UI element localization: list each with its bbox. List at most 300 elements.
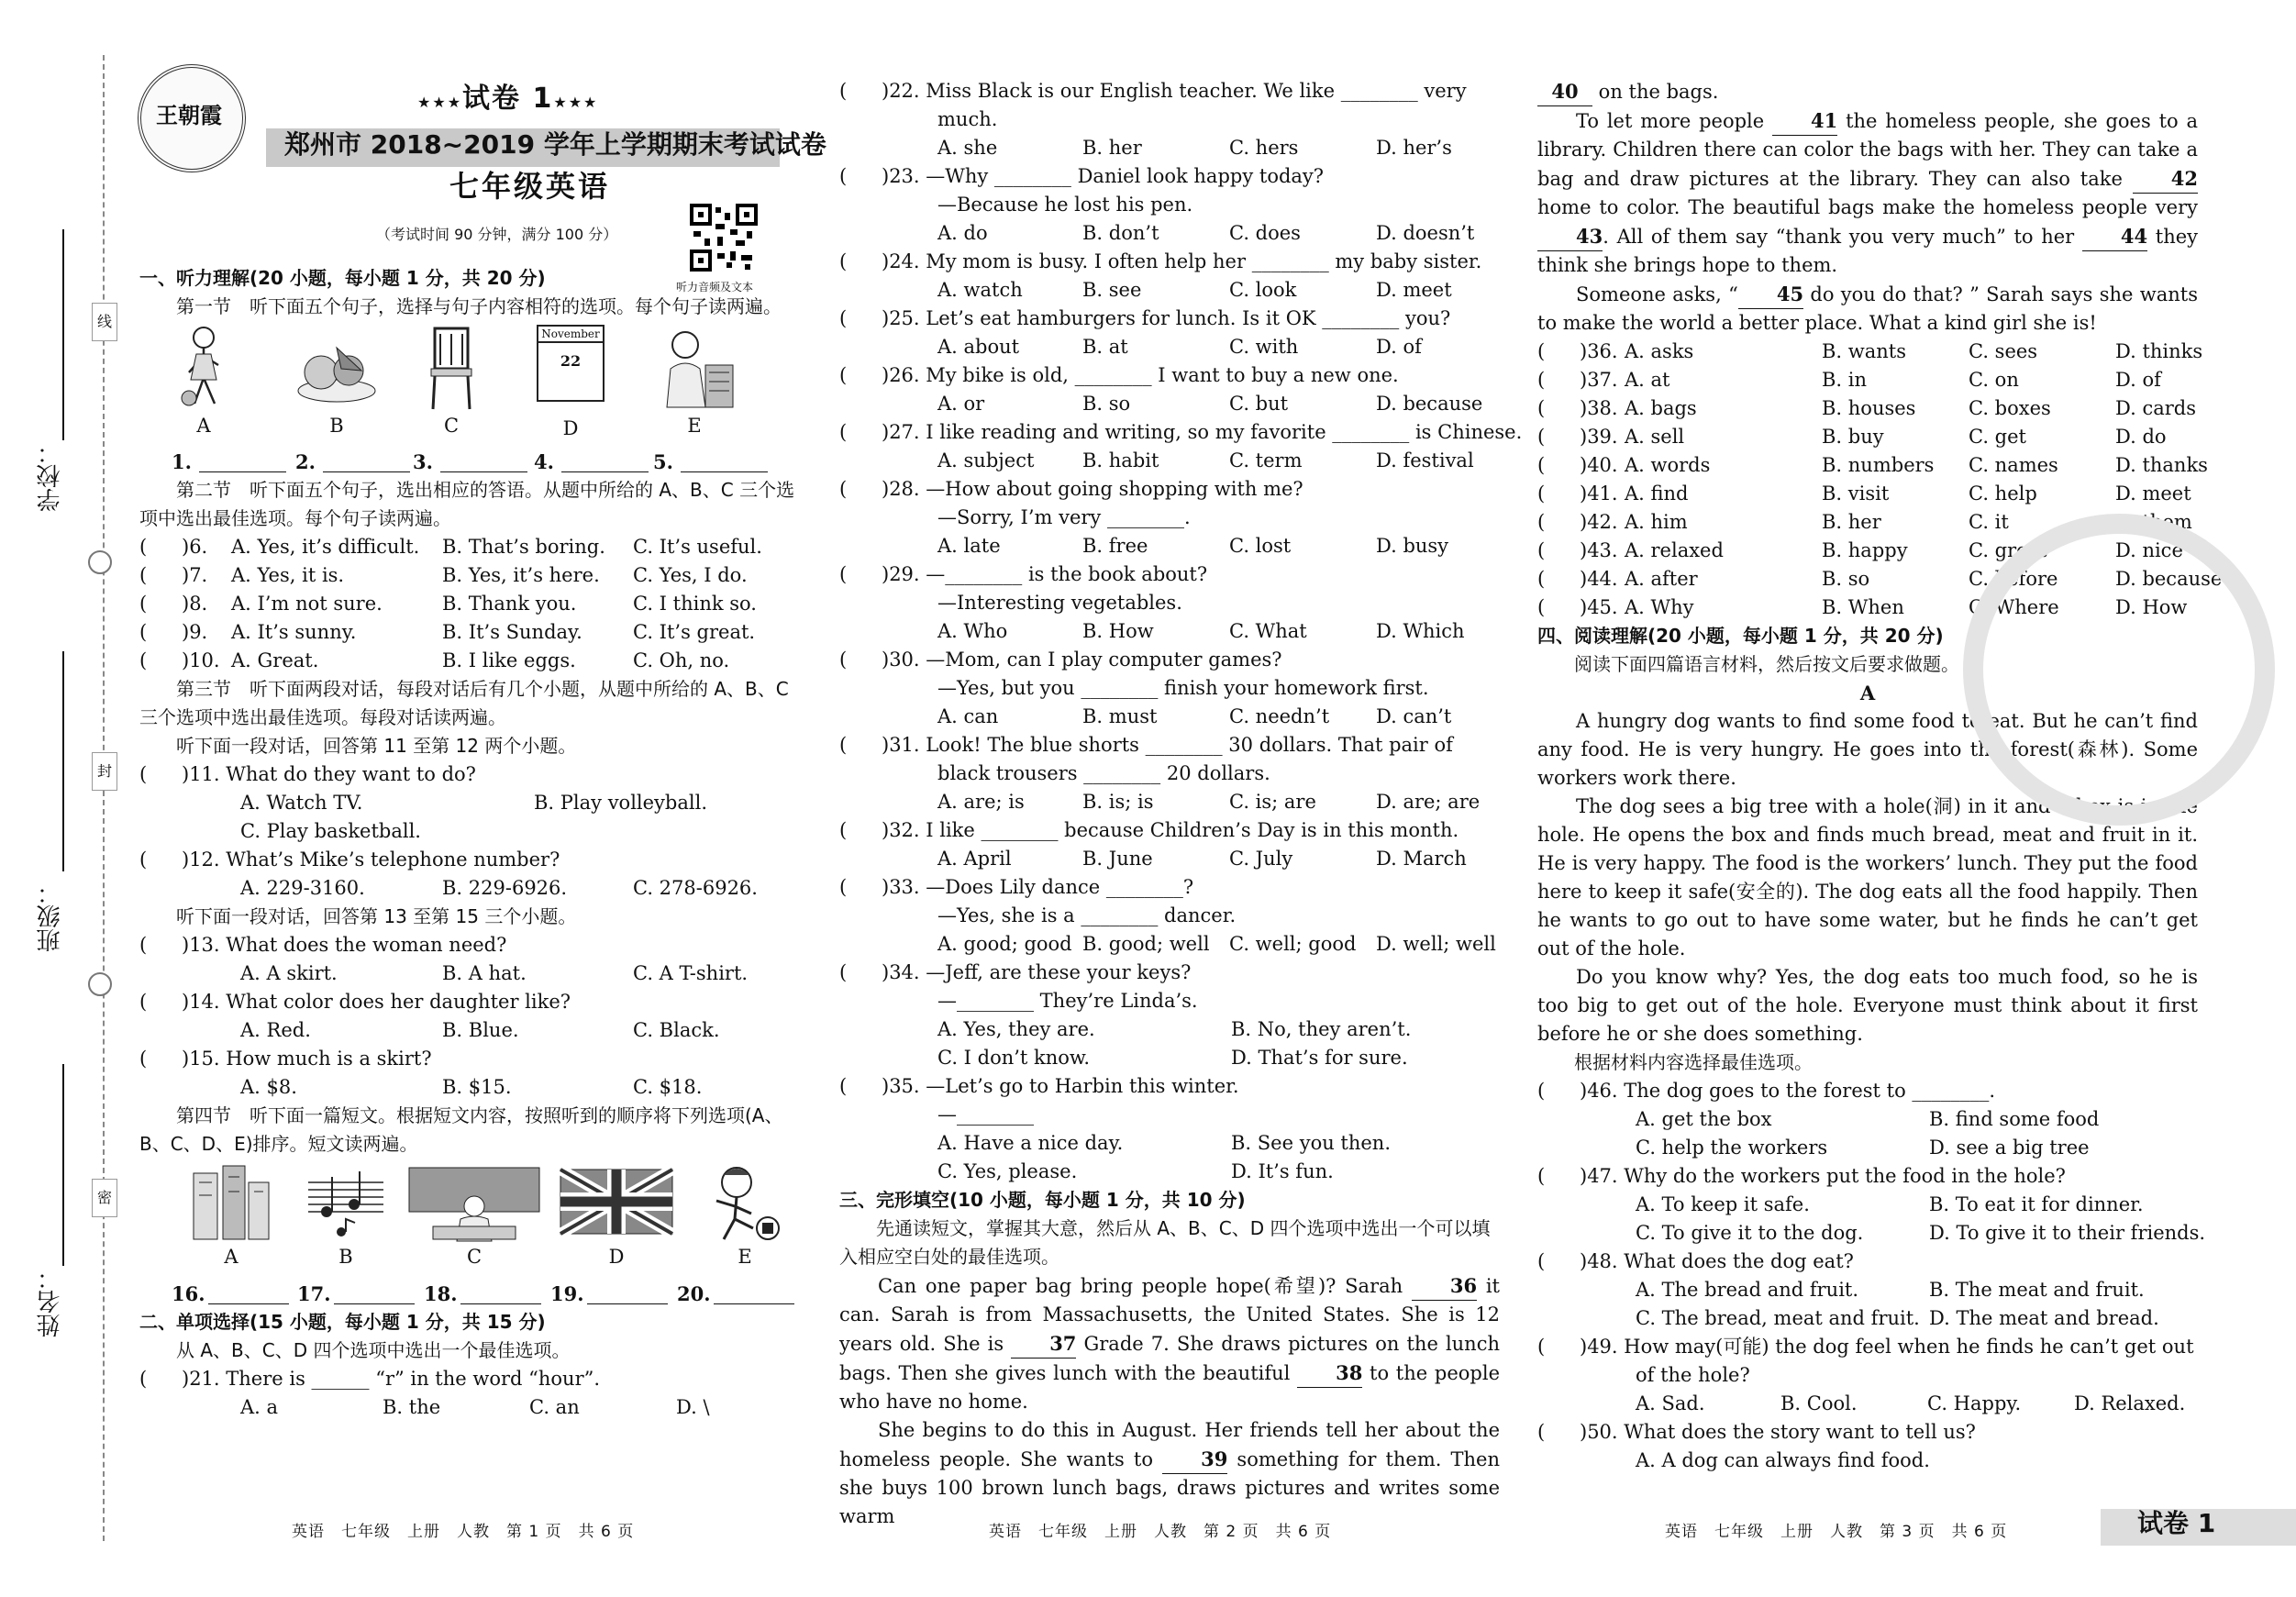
question-34[interactable]: ( )34. —Jeff, are these your keys? <box>839 961 1192 983</box>
option-d[interactable]: D. because <box>2115 568 2223 590</box>
question-13[interactable]: ( )13. What does the woman need? <box>139 934 507 956</box>
page-footer-3: 英语 七年级 上册 人教 第 3 页 共 6 页 <box>1665 1523 2008 1541</box>
question-options[interactable] <box>839 845 1500 873</box>
question-47-options-2[interactable]: C. To give it to the dog. D. To give it to their friends. <box>1636 1222 2206 1244</box>
option-b[interactable]: B. see <box>1082 279 1142 301</box>
option-b[interactable]: B. houses <box>1822 397 1916 419</box>
option-d[interactable]: D. meet <box>1376 279 1452 301</box>
option-c[interactable]: C. but <box>1229 393 1289 415</box>
question-35-options-2[interactable]: C. Yes, please. D. It’s fun. <box>937 1160 1334 1182</box>
answer-paren[interactable]: ( <box>839 364 848 386</box>
answer-paren[interactable]: ( <box>839 734 848 756</box>
pictures-16-20 <box>139 1164 800 1272</box>
street-buildings-icon <box>190 1164 272 1243</box>
qr-code[interactable] <box>690 204 758 272</box>
answer-blank[interactable] <box>460 1303 541 1304</box>
question-stem[interactable] <box>839 475 1500 504</box>
question-options[interactable] <box>839 276 1500 305</box>
question-35[interactable]: ( )35. —Let’s go to Harbin this winter. <box>839 1075 1239 1097</box>
cloze-paragraph-4: Someone asks, “ 45 do you do that? ” Sarah says she wants to make the world a better place. What a kind girl she is! <box>1537 280 2198 338</box>
cloze-question[interactable] <box>1537 423 2198 451</box>
question-50[interactable]: ( )50. What does the story want to tell us? <box>1537 1421 1976 1443</box>
question-15-options[interactable]: A. $8. B. $15. C. $18. <box>240 1076 703 1098</box>
exam-info: （考试时间 90 分钟，满分 100 分） <box>376 226 618 243</box>
option-d[interactable]: D. nice <box>2115 539 2183 561</box>
question-stem[interactable] <box>839 305 1500 333</box>
option-d[interactable]: D. doesn’t <box>1376 222 1475 244</box>
answer-blanks-16-20 <box>139 1280 800 1308</box>
answer-blank[interactable] <box>587 1303 668 1304</box>
option-b[interactable]: B. so <box>1082 393 1131 415</box>
binding-hole <box>88 550 112 574</box>
column-2 <box>839 77 1523 1531</box>
dialog-2-instruction: 听下面一段对话，回答第 13 至第 15 三个小题。 <box>176 905 577 927</box>
blank-number: 5. <box>653 450 673 473</box>
cloze-blank-44[interactable]: 44 <box>2082 222 2147 251</box>
section-3-instruction: 先通读短文，掌握其大意，然后从 A、B、C、D 四个选项中选出一个可以填入相应空白处的最佳选项。 <box>839 1217 1491 1268</box>
question-text: )22. Miss Black is our English teacher. We like ________ very <box>882 80 1467 102</box>
option-c[interactable]: C. before <box>1969 568 2058 590</box>
option-c[interactable]: C. needn’t <box>1229 705 1330 727</box>
option-a[interactable]: A. bags <box>1625 397 1697 419</box>
option-d[interactable]: D. cards <box>2115 397 2196 419</box>
blank-number: 17. <box>297 1282 331 1305</box>
blank-number: 16. <box>172 1282 205 1305</box>
question-stem[interactable] <box>839 560 1500 589</box>
question-49-line-2: of the hole? <box>1636 1364 1750 1386</box>
option-b[interactable]: B. June <box>1082 848 1153 870</box>
option-b[interactable]: B. is; is <box>1082 791 1154 813</box>
class-blank[interactable] <box>62 651 64 871</box>
option-a[interactable]: A. after <box>1625 568 1698 590</box>
question-34-options-2[interactable]: C. I don’t know. D. That’s for sure. <box>937 1047 1408 1069</box>
picture-e <box>699 1164 791 1271</box>
answer-paren[interactable]: ( <box>1537 369 1546 391</box>
option-d[interactable]: D. busy <box>1376 535 1449 557</box>
option-d[interactable]: D. thinks <box>2115 340 2203 362</box>
reading-paragraph-3: Do you know why? Yes, the dog eats too much food, so he is too big to get out of the hole. Everyone must think about it first before he or she does something. <box>1537 966 2198 1045</box>
option-a[interactable]: A. him <box>1625 511 1688 533</box>
option-d[interactable]: D. Which <box>1376 620 1465 642</box>
cloze-blank-45[interactable]: 45 <box>1738 280 1803 309</box>
option-a[interactable]: A. or <box>937 393 985 415</box>
option-a[interactable]: A. at <box>1625 369 1670 391</box>
question-text: —Sorry, I’m very ________. <box>937 506 1191 528</box>
option-a[interactable]: A. watch <box>937 279 1023 301</box>
question-number: )37. <box>1580 369 1618 391</box>
question-options[interactable] <box>839 532 1500 560</box>
question-46[interactable]: ( )46. The dog goes to the forest to ________. <box>1537 1080 1996 1102</box>
question-text: —Interesting vegetables. <box>937 592 1182 614</box>
option-b[interactable]: B. at <box>1082 336 1128 358</box>
question-text: )33. —Does Lily dance ________? <box>882 876 1194 898</box>
classroom-blackboard-icon <box>405 1164 543 1243</box>
option-d[interactable]: D. March <box>1376 848 1467 870</box>
school-blank[interactable] <box>62 229 64 440</box>
fruit-plate-icon <box>295 325 378 412</box>
question-10[interactable]: ( )10. A. Great. B. I like eggs. C. Oh, no. <box>139 649 730 671</box>
option-b[interactable]: B. How <box>1082 620 1154 642</box>
answer-paren[interactable]: ( <box>839 250 848 272</box>
question-34-options[interactable]: A. Yes, they are. B. No, they aren’t. <box>937 1018 1412 1040</box>
passage-label: A <box>1859 682 1876 704</box>
option-c[interactable]: C. lost <box>1229 535 1292 557</box>
star-icon: ★★★ <box>553 94 599 111</box>
answer-blank[interactable] <box>208 1303 289 1304</box>
option-d[interactable]: D. How <box>2115 596 2188 618</box>
question-number: )45. <box>1580 596 1618 618</box>
answer-paren[interactable]: ( <box>1537 340 1546 362</box>
part-3-instruction: 第三节 听下面两段对话，每段对话后有几个小题，从题中所给的 A、B、C 三个选项中选出最佳选项。每段对话读两遍。 <box>139 678 789 728</box>
paper-tag: 试卷 1 <box>2137 1508 2216 1538</box>
answer-paren[interactable]: ( <box>839 478 848 500</box>
question-options[interactable] <box>839 134 1500 162</box>
question-stem[interactable] <box>839 77 1500 105</box>
answer-paren[interactable]: ( <box>1537 596 1546 618</box>
question-13-options[interactable]: A. A skirt. B. A hat. C. A T-shirt. <box>240 962 749 984</box>
questions-6-10 <box>139 533 800 675</box>
answer-paren[interactable]: ( <box>1537 511 1546 533</box>
option-b[interactable]: B. must <box>1082 705 1158 727</box>
logo-text: 王朝霞 <box>156 102 222 128</box>
cloze-paragraph-3: To let more people 41 the homeless people, she goes to a library. Children there can color the bags with her. They can take a bag and draw pictures at the library. They can also take 42 home to color. The beautiful bags make the homeless people very 43. All of them say “thank you very much” to her 44 they think she brings hope to them. <box>1537 106 2198 280</box>
option-d[interactable]: D. well; well <box>1376 933 1496 955</box>
option-a[interactable]: A. late <box>937 535 1001 557</box>
answer-paren[interactable]: ( <box>1537 426 1546 448</box>
answer-blank[interactable] <box>440 471 527 472</box>
option-c[interactable]: C. What <box>1229 620 1307 642</box>
question-number: )41. <box>1580 482 1618 505</box>
cloze-blank-39[interactable]: 39 <box>1162 1445 1227 1474</box>
option-a[interactable]: A. words <box>1625 454 1711 476</box>
picture-a <box>190 1164 272 1271</box>
option-a[interactable]: A. can <box>937 705 999 727</box>
pictures-1-5 <box>139 325 800 442</box>
question-stem[interactable] <box>839 816 1500 845</box>
binding-mark-line: 线 <box>92 303 117 341</box>
picture-d <box>552 1164 681 1271</box>
question-options[interactable] <box>839 703 1500 731</box>
cloze-paragraph-1: Can one paper bag bring people hope(希望)? Sarah 36 it can. Sarah is from Massachusetts, the United States. She is 12 years old. She is 37 Grade 7. She draws pictures on the lunch bags. Then she gives lunch with the beautiful 38 to the people who have no home. <box>839 1271 1500 1416</box>
binding-mark-seal: 封 <box>92 752 117 791</box>
answer-blank[interactable] <box>681 471 768 472</box>
question-options[interactable] <box>839 390 1500 418</box>
answer-paren[interactable]: ( <box>839 876 848 898</box>
option-c[interactable]: C. look <box>1229 279 1297 301</box>
option-d[interactable]: D. them <box>2115 511 2192 533</box>
question-9[interactable]: ( )9. A. It’s sunny. B. It’s Sunday. C. It’s great. <box>139 621 756 643</box>
option-d[interactable]: D. of <box>1376 336 1422 358</box>
option-a[interactable]: A. sell <box>1625 426 1685 448</box>
blank-number: 3. <box>413 450 433 473</box>
option-a[interactable]: A. good; good <box>937 933 1072 955</box>
question-number: )36. <box>1580 340 1618 362</box>
question-12-options[interactable]: A. 229-3160. B. 229-6926. C. 278-6926. <box>240 877 758 899</box>
option-c[interactable]: C. July <box>1229 848 1293 870</box>
option-c[interactable]: C. it <box>1969 511 2009 533</box>
question-35-options[interactable]: A. Have a nice day. B. See you then. <box>937 1132 1391 1154</box>
reading-paragraph-2: The dog sees a big tree with a hole(洞) in it and a box is in the hole. He opens the box and finds much bread, meat and fruit in it. He is very happy. The food is the workers’ lunch. They put the food here to keep it safe(安全的). The dog eats all the food happily. Then he wants to go out to have some water, but he finds he can’t get out of the hole. <box>1537 795 2198 959</box>
picture-label: B <box>338 1246 353 1268</box>
option-b[interactable]: B. habit <box>1082 449 1159 471</box>
cloze-blank-38[interactable]: 38 <box>1297 1359 1362 1388</box>
answer-paren[interactable]: ( <box>839 80 848 102</box>
option-b[interactable]: B. numbers <box>1822 454 1935 476</box>
option-a[interactable]: A. do <box>937 222 988 244</box>
question-stem[interactable] <box>839 248 1500 276</box>
blank-number: 20. <box>677 1282 711 1305</box>
option-c[interactable]: C. names <box>1969 454 2058 476</box>
picture-b <box>305 1164 387 1271</box>
picture-label: D <box>562 417 579 439</box>
question-47[interactable]: ( )47. Why do the workers put the food in the hole? <box>1537 1165 2066 1187</box>
option-b[interactable]: B. visit <box>1822 482 1890 505</box>
name-label: 姓名： <box>37 1266 64 1337</box>
picture-label: E <box>738 1246 752 1268</box>
question-11-options[interactable]: A. Watch TV. B. Play volleyball. <box>240 792 707 814</box>
blank-number: 1. <box>172 450 192 473</box>
question-50-option-a[interactable]: A. A dog can always find food. <box>1636 1449 1930 1471</box>
question-11[interactable]: ( )11. What do they want to do? <box>139 763 476 785</box>
question-number: )40. <box>1580 454 1618 476</box>
question-8[interactable]: ( )8. A. I’m not sure. B. Thank you. C. I think so. <box>139 593 757 615</box>
girl-basketball-icon <box>176 325 231 412</box>
class-label: 班级： <box>37 881 64 952</box>
option-c[interactable]: C. great <box>1969 539 2047 561</box>
question-stem-continued <box>839 760 1500 788</box>
dialog-1-instruction: 听下面一段对话，回答第 11 至第 12 两个小题。 <box>176 735 577 757</box>
cloze-question[interactable] <box>1537 394 2198 423</box>
question-34-line-2: —________ They’re Linda’s. <box>937 990 1198 1012</box>
option-a[interactable]: A. are; is <box>937 791 1025 813</box>
cloze-question[interactable] <box>1537 366 2198 394</box>
answer-paren[interactable]: ( <box>839 563 848 585</box>
question-text: )23. —Why ________ Daniel look happy today? <box>882 165 1325 187</box>
answer-paren[interactable]: ( <box>839 165 848 187</box>
question-46-options-2[interactable]: C. help the workers D. see a big tree <box>1636 1137 2090 1159</box>
part-1-instruction: 第一节 听下面五个句子，选择与句子内容相符的选项。每个句子读两遍。 <box>176 295 782 317</box>
option-b[interactable]: B. don’t <box>1082 222 1159 244</box>
cloze-blank-43[interactable]: 43 <box>1537 222 1603 251</box>
answer-blank[interactable] <box>323 471 410 472</box>
question-text: )27. I like reading and writing, so my favorite ________ is Chinese. <box>882 421 1523 443</box>
option-c[interactable]: C. well; good <box>1229 933 1357 955</box>
option-d[interactable]: D. festival <box>1376 449 1474 471</box>
question-stem[interactable] <box>839 873 1500 902</box>
calendar-month: November <box>538 327 603 343</box>
question-7[interactable]: ( )7. A. Yes, it is. B. Yes, it’s here. C. Yes, I do. <box>139 564 748 586</box>
picture-b <box>295 325 378 440</box>
question-15[interactable]: ( )15. How much is a skirt? <box>139 1048 432 1070</box>
question-stem[interactable] <box>839 731 1500 760</box>
question-11-option-c[interactable]: C. Play basketball. <box>240 820 421 842</box>
option-d[interactable]: D. thanks <box>2115 454 2208 476</box>
question-text: —Yes, she is a ________ dancer. <box>937 904 1237 926</box>
question-49[interactable]: ( )49. How may(可能) the dog feel when he finds he can’t get out <box>1537 1336 2194 1358</box>
question-text: )32. I like ________ because Children’s Day is in this month. <box>882 819 1459 841</box>
option-b[interactable]: B. in <box>1822 369 1868 391</box>
cloze-blank-40[interactable]: 40 <box>1537 77 1592 106</box>
question-options[interactable] <box>839 447 1500 475</box>
question-21-options[interactable]: A. a B. the C. an D. \ <box>240 1396 710 1418</box>
option-a[interactable]: A. about <box>937 336 1020 358</box>
cloze-question[interactable] <box>1537 338 2203 366</box>
option-b[interactable]: B. her <box>1082 137 1142 159</box>
question-options[interactable] <box>839 788 1500 816</box>
question-text: black trousers ________ 20 dollars. <box>937 762 1270 784</box>
option-c[interactable]: C. term <box>1229 449 1303 471</box>
answer-paren[interactable]: ( <box>1537 568 1546 590</box>
name-blank[interactable] <box>62 1064 64 1266</box>
part-4-instruction: 第四节 听下面一篇短文。根据短文内容，按照听到的顺序将下列选项(A、B、C、D、E)排序。短文读两遍。 <box>139 1104 783 1155</box>
calendar-icon <box>537 325 605 402</box>
music-notes-icon <box>305 1164 387 1243</box>
picture-d <box>534 325 607 443</box>
question-48[interactable]: ( )48. What does the dog eat? <box>1537 1250 1854 1272</box>
option-d[interactable]: D. can’t <box>1376 705 1452 727</box>
cloze-question[interactable] <box>1537 451 2208 480</box>
picture-label: E <box>687 415 702 437</box>
option-b[interactable]: B. buy <box>1822 426 1884 448</box>
question-options[interactable] <box>839 219 1500 248</box>
cloze-question[interactable] <box>1537 480 2198 508</box>
option-b[interactable]: B. When <box>1822 596 1904 618</box>
option-a[interactable]: A. she <box>937 137 998 159</box>
question-48-options-2[interactable]: C. The bread, meat and fruit. D. The meat and bread. <box>1636 1307 2159 1329</box>
question-21[interactable]: ( )21. There is ______ “r” in the word “hour”. <box>139 1368 601 1390</box>
answer-blank[interactable] <box>334 1303 415 1304</box>
picture-label: A <box>196 415 211 437</box>
question-options[interactable] <box>839 333 1500 361</box>
option-c[interactable]: C. boxes <box>1969 397 2051 419</box>
cloze-paragraph-2-cont: 40 on the bags. <box>1537 77 2198 106</box>
doctor-icon <box>649 325 740 412</box>
chair-icon <box>424 325 479 412</box>
blank-number: 18. <box>424 1282 458 1305</box>
option-b[interactable]: B. wants <box>1822 340 1907 362</box>
answer-paren[interactable]: ( <box>839 649 848 671</box>
question-number: )44. <box>1580 568 1618 590</box>
option-b[interactable]: B. free <box>1082 535 1148 557</box>
answer-paren[interactable]: ( <box>1537 539 1546 561</box>
answer-blank[interactable] <box>561 471 649 472</box>
question-stem-continued <box>839 191 1500 219</box>
question-stem[interactable] <box>839 162 1500 191</box>
boy-football-icon <box>704 1164 786 1243</box>
picture-a <box>172 325 236 440</box>
question-stem[interactable] <box>839 646 1500 674</box>
section-4-title: 四、阅读理解(20 小题，每小题 1 分，共 20 分) <box>1537 625 1944 647</box>
option-c[interactable]: C. does <box>1229 222 1301 244</box>
uk-flag-icon <box>559 1164 674 1243</box>
picture-label: B <box>329 415 344 437</box>
option-c[interactable]: C. is; are <box>1229 791 1316 813</box>
binding-dashed-line <box>103 55 105 1541</box>
cloze-blank-41[interactable]: 41 <box>1772 106 1837 136</box>
answer-blanks-1-5 <box>139 448 800 476</box>
question-stem[interactable] <box>839 361 1500 390</box>
cloze-blank-42[interactable]: 42 <box>2133 164 2198 194</box>
answer-blank[interactable] <box>714 1303 794 1304</box>
option-c[interactable]: C. on <box>1969 369 2019 391</box>
question-49-options[interactable]: A. Sad. B. Cool. C. Happy. D. Relaxed. <box>1636 1392 2186 1414</box>
option-b[interactable]: B. good; well <box>1082 933 1210 955</box>
option-a[interactable]: A. April <box>937 848 1012 870</box>
option-c[interactable]: C. Where <box>1969 596 2059 618</box>
watermark-seal <box>1963 514 2275 826</box>
question-text: )31. Look! The blue shorts ________ 30 dollars. That pair of <box>882 734 1453 756</box>
option-a[interactable]: A. asks <box>1625 340 1694 362</box>
option-d[interactable]: D. do <box>2115 426 2167 448</box>
option-c[interactable]: C. sees <box>1969 340 2038 362</box>
question-options[interactable] <box>839 617 1500 646</box>
section-4-instruction: 阅读下面四篇语言材料，然后按文后要求做题。 <box>1574 653 1959 675</box>
option-d[interactable]: D. because <box>1376 393 1483 415</box>
picture-label: C <box>466 1246 482 1268</box>
option-a[interactable]: A. relaxed <box>1625 539 1724 561</box>
binding-hole <box>88 972 112 996</box>
cloze-blank-36[interactable]: 36 <box>1412 1271 1477 1301</box>
question-stem-continued <box>839 105 1500 134</box>
option-c[interactable]: C. help <box>1969 482 2037 505</box>
question-text: )28. —How about going shopping with me? <box>882 478 1303 500</box>
answer-paren[interactable]: ( <box>839 307 848 329</box>
option-d[interactable]: D. meet <box>2115 482 2191 505</box>
cloze-blank-37[interactable]: 37 <box>1011 1329 1076 1359</box>
question-6[interactable]: ( )6. A. Yes, it’s difficult. B. That’s boring. C. It’s useful. <box>139 536 762 558</box>
answer-paren[interactable]: ( <box>839 819 848 841</box>
answer-paren[interactable]: ( <box>1537 482 1546 505</box>
answer-paren[interactable]: ( <box>1537 397 1546 419</box>
question-text: )26. My bike is old, ________ I want to buy a new one. <box>882 364 1399 386</box>
option-d[interactable]: D. are; are <box>1376 791 1481 813</box>
question-48-options[interactable]: A. The bread and fruit. B. The meat and fruit. <box>1636 1279 2145 1301</box>
question-stem-continued <box>839 674 1500 703</box>
option-a[interactable]: A. subject <box>937 449 1035 471</box>
section-2-title: 二、单项选择(15 小题，每小题 1 分，共 15 分) <box>139 1311 546 1333</box>
option-d[interactable]: D. her’s <box>1376 137 1452 159</box>
option-a[interactable]: A. Why <box>1625 596 1694 618</box>
question-14[interactable]: ( )14. What color does her daughter like? <box>139 991 571 1013</box>
brand-logo <box>138 64 246 172</box>
option-b[interactable]: B. happy <box>1822 539 1908 561</box>
binding-mark-secret: 密 <box>92 1179 117 1217</box>
option-a[interactable]: A. find <box>1625 482 1689 505</box>
option-c[interactable]: C. with <box>1229 336 1299 358</box>
option-c[interactable]: C. get <box>1969 426 2026 448</box>
option-b[interactable]: B. so <box>1822 568 1870 590</box>
option-a[interactable]: A. Who <box>937 620 1008 642</box>
question-14-options[interactable]: A. Red. B. Blue. C. Black. <box>240 1019 720 1041</box>
question-number: )42. <box>1580 511 1618 533</box>
answer-blank[interactable] <box>199 471 286 472</box>
question-stem-continued <box>839 504 1500 532</box>
option-d[interactable]: D. of <box>2115 369 2161 391</box>
question-options[interactable] <box>839 930 1500 959</box>
question-12[interactable]: ( )12. What’s Mike’s telephone number? <box>139 848 560 871</box>
question-number: )38. <box>1580 397 1618 419</box>
question-47-options[interactable]: A. To keep it safe. B. To eat it for dinner. <box>1636 1193 2144 1215</box>
question-text: )24. My mom is busy. I often help her ________ my baby sister. <box>882 250 1482 272</box>
exam-title: 郑州市 2018~2019 学年上学期期末考试试卷 <box>284 129 826 160</box>
answer-paren[interactable]: ( <box>839 421 848 443</box>
question-stem[interactable] <box>839 418 1523 447</box>
option-b[interactable]: B. her <box>1822 511 1881 533</box>
question-number: )43. <box>1580 539 1618 561</box>
answer-paren[interactable]: ( <box>1537 454 1546 476</box>
option-c[interactable]: C. hers <box>1229 137 1299 159</box>
question-46-options[interactable]: A. get the box B. find some food <box>1636 1108 2100 1130</box>
